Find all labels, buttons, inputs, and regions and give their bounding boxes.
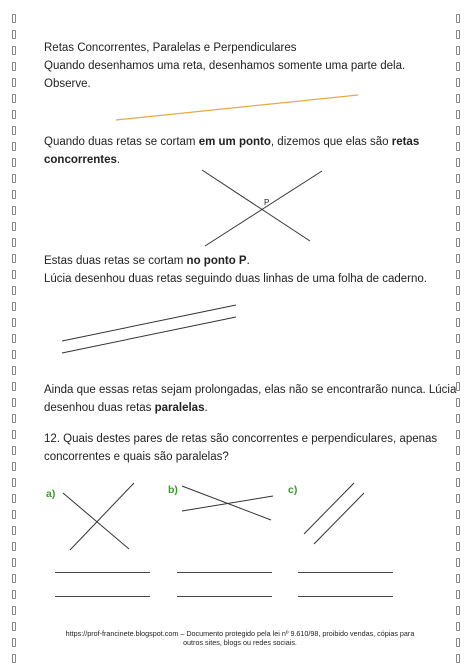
single-line-figure [116,95,358,120]
answer-line-a-2[interactable] [55,596,150,597]
answer-line-b-2[interactable] [177,596,272,597]
answer-line-b-1[interactable] [177,572,272,573]
footer-line-2: outros sites, blogs ou redes sociais. [183,638,297,647]
footer-line-1: https://prof-francinete.blogspot.com – Documento protegido pela lei nº 9.610/98, proibido vendas, cópias para [65,629,415,638]
option-b-label: b) [168,484,178,496]
lucia-sentence: Lúcia desenhou duas retas seguindo duas linhas de uma folha de caderno. [44,273,427,285]
option-b-line-1 [182,486,271,520]
footer-copyright [40,629,440,647]
question-line-2: concorrentes e quais são paralelas? [44,451,229,463]
ponto-sentence: Estas duas retas se cortam no ponto P. [44,255,250,267]
intro-line-1: Quando desenhamos uma reta, desenhamos somente uma parte dela. [44,60,406,72]
option-c-label: c) [288,484,298,496]
concorrentes-line-1: Quando duas retas se cortam em um ponto, dizemos que elas são retas [44,136,420,148]
option-a-label: a) [46,488,56,500]
option-a-line-1 [63,493,129,549]
option-a-line-2 [70,483,134,550]
option-b-line-2 [182,496,273,511]
answer-line-a-1[interactable] [55,572,150,573]
answer-line-c-1[interactable] [298,572,393,573]
paralelas-line-1: Ainda que essas retas sejam prolongadas, elas não se encontrarão nunca. Lúcia [44,384,457,396]
intro-line-2: Observe. [44,78,91,90]
page-title: Retas Concorrentes, Paralelas e Perpendiculares [44,42,297,54]
parallel-line-1 [62,305,236,341]
question-line-1: 12. Quais destes pares de retas são concorrentes e perpendiculares, apenas [44,433,438,445]
concurrent-line-2 [205,171,322,246]
concurrent-line-1 [202,170,310,241]
point-p-label: P [264,198,270,207]
option-c-line-1 [304,483,354,534]
concorrentes-line-2: concorrentes. [44,154,121,166]
paralelas-line-2: desenhou duas retas paralelas. [44,402,208,414]
parallel-line-2 [62,317,236,353]
answer-line-c-2[interactable] [298,596,393,597]
option-c-line-2 [314,493,364,544]
